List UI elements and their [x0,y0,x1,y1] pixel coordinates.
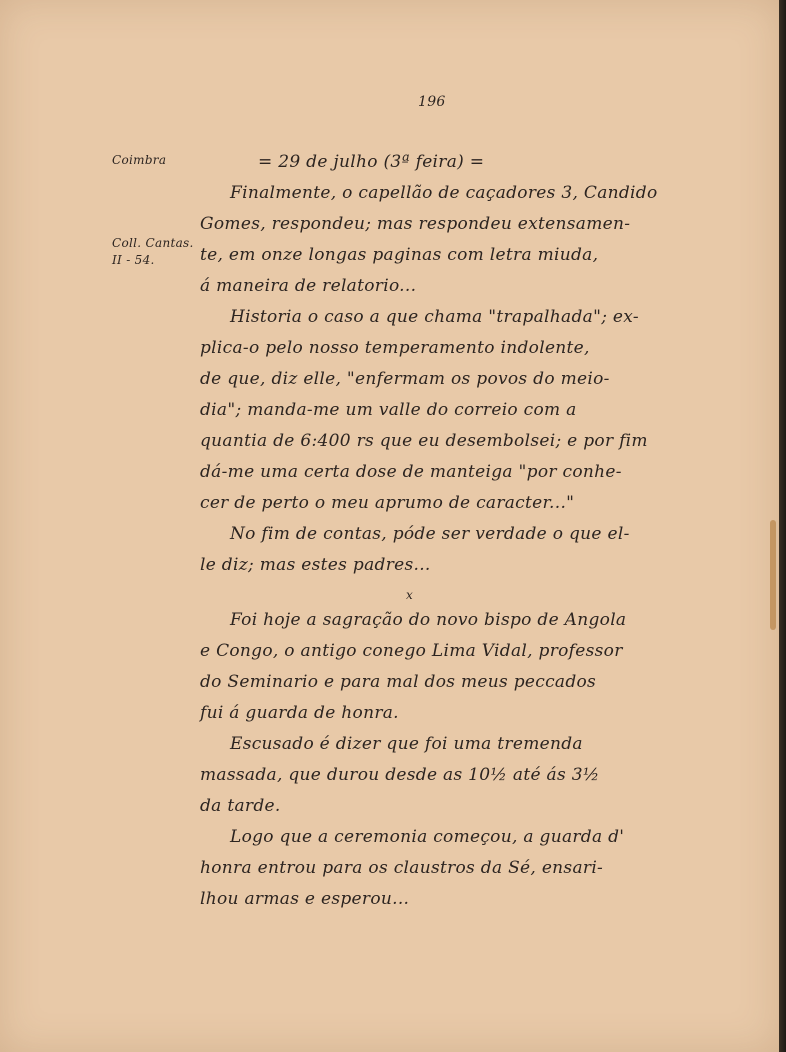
section-separator: x [406,588,414,602]
page-number: 196 [418,94,446,110]
text-line: Logo que a ceremonia começou, a guarda d' [230,827,625,847]
text-line: plica-o pelo nosso temperamento indolente, [200,338,590,358]
text-line: honra entrou para os claustros da Sé, ensari- [200,858,604,878]
margin-note-reference: II - 54. [112,253,155,267]
book-edge [779,0,786,1052]
text-line: le diz; mas estes padres... [200,555,431,575]
margin-note-place: Coimbra [112,153,167,167]
text-line: da tarde. [200,796,281,816]
margin-note-collection: Coll. Cantas. [112,236,194,250]
text-line: á maneira de relatorio... [200,276,417,296]
text-line: de que, diz elle, "enfermam os povos do meio- [200,369,610,389]
text-line: do Seminario e para mal dos meus peccados [200,672,597,692]
binding-mark [770,520,776,630]
text-line: fui á guarda de honra. [200,703,399,723]
text-line: Finalmente, o capellão de caçadores 3, Candido [230,183,658,203]
text-line: lhou armas e esperou... [200,889,410,909]
text-line: Foi hoje a sagração do novo bispo de Angola [230,610,627,630]
text-line: Escusado é dizer que foi uma tremenda [230,734,583,754]
text-line: quantia de 6:400 rs que eu desembolsei; e por fim [200,431,648,451]
text-line: cer de perto o meu aprumo de caracter..." [200,493,575,513]
text-line: Historia o caso a que chama "trapalhada"; ex- [230,307,639,327]
text-line: dá-me uma certa dose de manteiga "por conhe- [200,462,622,482]
text-line: dia"; manda-me um valle do correio com a [200,400,577,420]
text-line: massada, que durou desde as 10½ até ás 3½ [200,765,600,785]
text-line: Gomes, respondeu; mas respondeu extensamen- [200,214,631,234]
text-line: No fim de contas, póde ser verdade o que el- [230,524,630,544]
text-line: e Congo, o antigo conego Lima Vidal, professor [200,641,623,661]
entry-date: = 29 de julho (3ª feira) = [258,152,485,172]
text-line: te, em onze longas paginas com letra miuda, [200,245,599,265]
